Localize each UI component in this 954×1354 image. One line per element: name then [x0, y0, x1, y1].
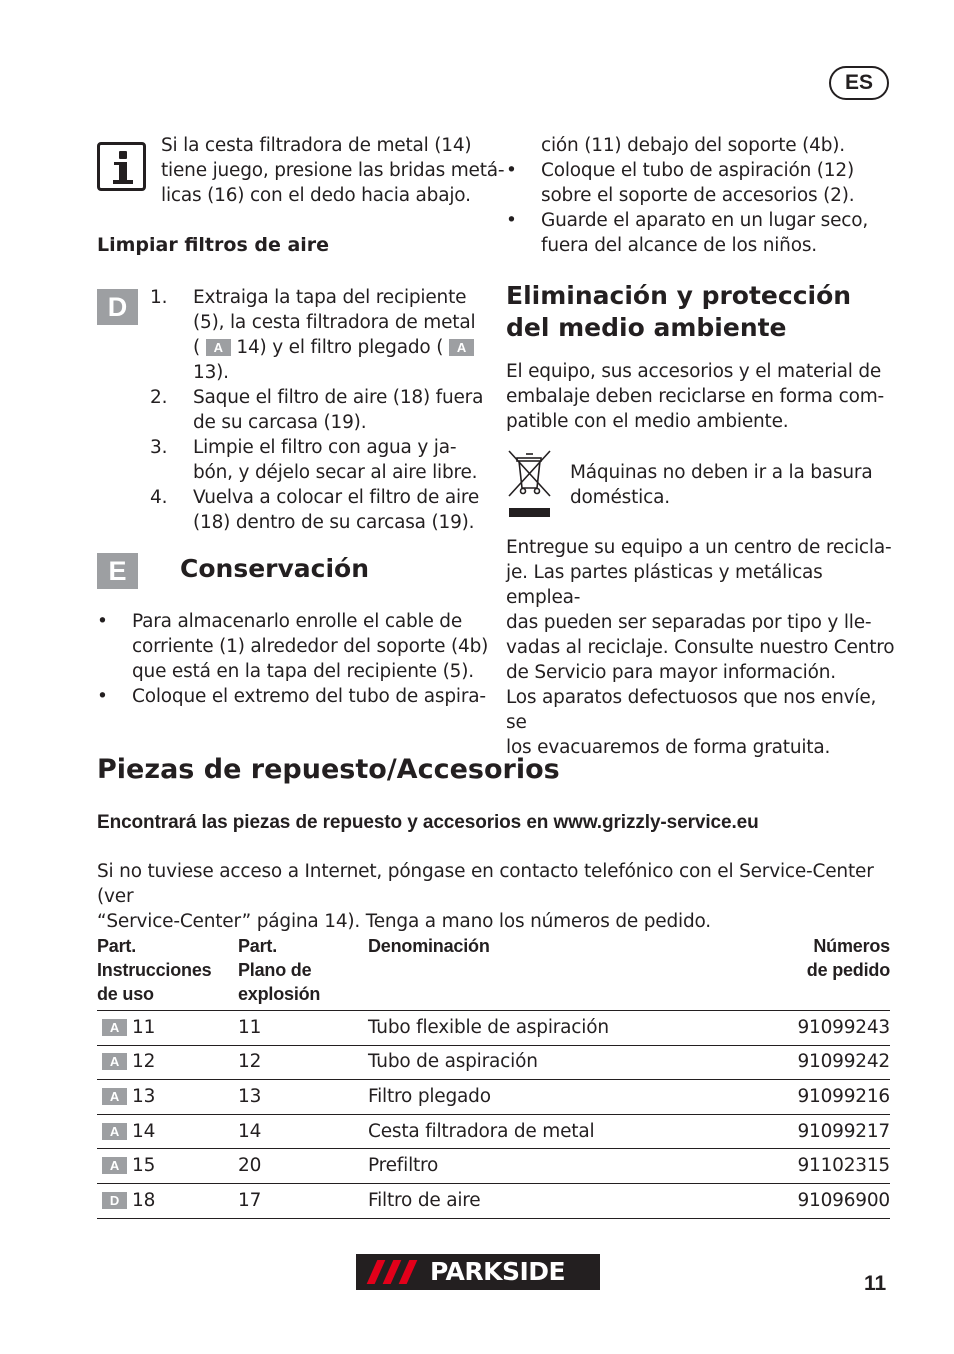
cell-plano: 20: [238, 1149, 368, 1184]
step-line: 13).: [193, 362, 229, 383]
column-header-instrucciones: Part. Instrucciones de uso: [97, 936, 212, 1004]
figure-badge: D: [102, 1192, 127, 1209]
step-line: (5), la cesta filtradora de metal: [193, 312, 476, 333]
column-header-plano: Part. Plano de explosión: [238, 936, 321, 1004]
paragraph-line: Los aparatos defectuosos que nos envíe, se: [506, 687, 877, 733]
list-item: [506, 208, 896, 258]
cell-denominacion: Prefiltro: [368, 1149, 698, 1184]
info-line: tiene juego, presione las bridas metá-: [161, 160, 505, 181]
cell-numero: 91102315: [698, 1149, 890, 1184]
bullet-line: fuera del alcance de los niños.: [541, 235, 817, 256]
cell-numero: 91099243: [698, 1011, 890, 1046]
cell-instrucciones: D 18: [97, 1183, 238, 1218]
cell-plano: 17: [238, 1183, 368, 1218]
bullet: •: [506, 210, 517, 231]
info-icon: [97, 142, 146, 191]
figure-badge-a: A: [449, 339, 474, 356]
cell-numero: 91099242: [698, 1045, 890, 1080]
figure-badge: A: [102, 1157, 127, 1174]
bullet-line: sobre el soporte de accesorios (2).: [541, 185, 855, 206]
cell-denominacion: Filtro de aire: [368, 1183, 698, 1218]
cell-numero: 91099216: [698, 1080, 890, 1115]
step-number: 4.: [150, 487, 168, 508]
step-number: 1.: [150, 287, 168, 308]
paragraph-line: los evacuaremos de forma gratuita.: [506, 737, 831, 758]
figure-badge: A: [102, 1123, 127, 1140]
bullet-line: corriente (1) alrededor del soporte (4b): [132, 636, 489, 657]
section-badge-d: D: [97, 289, 138, 325]
figure-badge-a: A: [206, 339, 231, 356]
cell-numero: 91099217: [698, 1114, 890, 1149]
continued-line: ción (11) debajo del soporte (4b).: [541, 135, 845, 156]
crossed-bin-icon: [506, 448, 553, 520]
cell-plano: 12: [238, 1045, 368, 1080]
cell-plano: 13: [238, 1080, 368, 1115]
cell-instrucciones: A 12: [97, 1045, 238, 1080]
cell-denominacion: Tubo flexible de aspiración: [368, 1011, 698, 1046]
paragraph-line: Entregue su equipo a un centro de recicla-: [506, 537, 892, 558]
column-header-numeros: Números de pedido: [806, 936, 890, 980]
heading-line: del medio ambiente: [506, 313, 787, 342]
cell-denominacion: Tubo de aspiración: [368, 1045, 698, 1080]
cell-instrucciones: A 14: [97, 1114, 238, 1149]
list-item: [150, 285, 490, 385]
paragraph-line: das pueden ser separadas por tipo y lle-: [506, 612, 872, 633]
cell-numero: 91096900: [698, 1183, 890, 1218]
section-heading-repuestos: Piezas de repuesto/Accesorios: [97, 754, 560, 785]
cell-denominacion: Filtro plegado: [368, 1080, 698, 1115]
list-item: [506, 158, 896, 208]
table-row: [97, 1011, 890, 1046]
heading-line: Eliminación y protección: [506, 281, 852, 310]
step-line: Vuelva a colocar el filtro de aire: [193, 487, 480, 508]
paragraph-line: vadas al reciclaje. Consulte nuestro Centro: [506, 637, 895, 658]
figure-badge: A: [102, 1053, 127, 1070]
table-row: [97, 1183, 890, 1218]
paragraph-line: Si no tuviese acceso a Internet, póngase en contacto telefónico con el Service-Center (ver: [97, 861, 874, 907]
list-item: [150, 385, 490, 435]
column-header-denominacion: Denominación: [368, 936, 490, 956]
table-row: [97, 1114, 890, 1149]
spare-parts-table: [97, 934, 890, 1219]
bullet: •: [97, 686, 108, 707]
table-row: [97, 1080, 890, 1115]
storage-list: [506, 158, 896, 258]
info-line: Si la cesta filtradora de metal (14): [161, 135, 472, 156]
bullet-line: Para almacenarlo enrolle el cable de: [132, 611, 463, 632]
step-number: 2.: [150, 387, 168, 408]
bullet-line: Guarde el aparato en un lugar seco,: [541, 210, 869, 231]
list-item: [97, 684, 492, 709]
cell-plano: 14: [238, 1114, 368, 1149]
table-header-row: [97, 934, 890, 1011]
step-line: Extraiga la tapa del recipiente: [193, 287, 467, 308]
paragraph-line: El equipo, sus accesorios y el material de: [506, 361, 882, 382]
list-item: [150, 485, 490, 535]
brand-wordmark: PARKSIDE: [430, 1257, 566, 1286]
paragraph-line: je. Las partes plásticas y metálicas emplea-: [506, 562, 823, 608]
cell-instrucciones: A 11: [97, 1011, 238, 1046]
list-item: [97, 609, 492, 684]
section-badge-e: E: [97, 553, 138, 589]
paragraph-line: embalaje deben reciclarse en forma com-: [506, 386, 884, 407]
bullet: •: [97, 611, 108, 632]
step-line: de su carcasa (19).: [193, 412, 367, 433]
figure-badge: A: [102, 1019, 127, 1036]
section-heading-eliminacion: [506, 280, 851, 344]
step-line: (18) dentro de su carcasa (19).: [193, 512, 475, 533]
info-line: licas (16) con el dedo hacia abajo.: [161, 185, 471, 206]
paragraph-line: de Servicio para mayor información.: [506, 662, 836, 683]
cell-instrucciones: A 15: [97, 1149, 238, 1184]
cleaning-steps: [150, 285, 490, 535]
table-row: [97, 1149, 890, 1184]
bullet-line: Coloque el tubo de aspiración (12): [541, 160, 854, 181]
step-line: bón, y déjelo secar al aire libre.: [193, 462, 478, 483]
spares-paragraph: [97, 859, 897, 934]
section-heading-limpiar: Limpiar filtros de aire: [97, 234, 330, 256]
parkside-logo: [356, 1254, 600, 1290]
cell-plano: 11: [238, 1011, 368, 1046]
table-row: [97, 1045, 890, 1080]
info-note: [161, 133, 504, 208]
step-line: ( A 14) y el filtro plegado ( A: [193, 335, 493, 360]
step-number: 3.: [150, 437, 168, 458]
step-line: Saque el filtro de aire (18) fuera: [193, 387, 484, 408]
section-heading-conservacion: Conservación: [180, 554, 370, 583]
bullet-line: Coloque el extremo del tubo de aspira-: [132, 686, 486, 707]
step-line: Limpie el filtro con agua y ja-: [193, 437, 457, 458]
conservation-list: [97, 609, 492, 709]
bullet-line: que está en la tapa del recipiente (5).: [132, 661, 474, 682]
cell-denominacion: Cesta filtradora de metal: [368, 1114, 698, 1149]
spares-website-line: Encontrará las piezas de repuesto y accesorios en www.grizzly-service.eu: [97, 812, 759, 833]
bullet: •: [506, 160, 517, 181]
paragraph-line: “Service-Center” página 14). Tenga a mano los números de pedido.: [97, 911, 711, 932]
weee-note: [570, 460, 872, 510]
weee-line: doméstica.: [570, 487, 670, 508]
paragraph-line: patible con el medio ambiente.: [506, 411, 789, 432]
page-number: 11: [864, 1272, 887, 1295]
list-item: [150, 435, 490, 485]
figure-badge: A: [102, 1088, 127, 1105]
language-badge: ES: [829, 66, 889, 100]
recycling-paragraph: [506, 535, 896, 760]
disposal-paragraph: [506, 359, 896, 434]
cell-instrucciones: A 13: [97, 1080, 238, 1115]
weee-line: Máquinas no deben ir a la basura: [570, 462, 873, 483]
